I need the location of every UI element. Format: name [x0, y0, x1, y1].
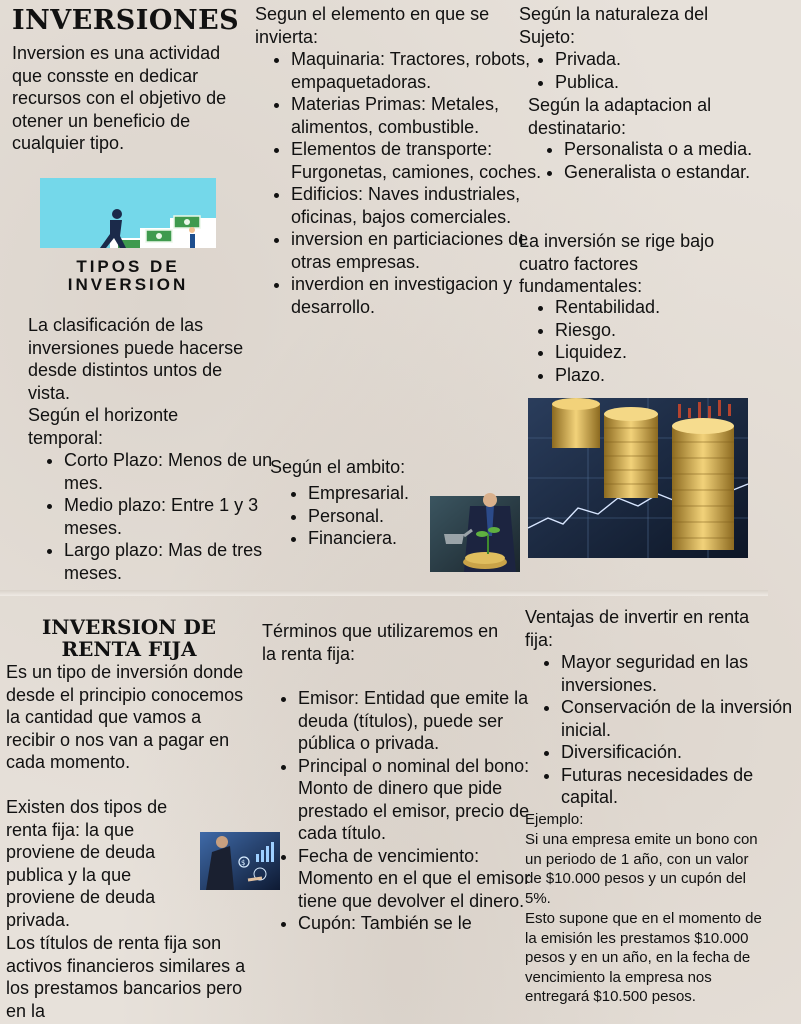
list-item: • Corto Plazo: Menos de un mes. — [64, 449, 294, 494]
ejemplo-heading: Ejemplo: — [525, 811, 584, 828]
list-item: • Generalista o estandar. — [564, 161, 774, 184]
list-item: • Medio plazo: Entre 1 y 3 meses. — [64, 494, 294, 539]
adaptacion-list — [528, 138, 774, 183]
list-item: • Privada. — [555, 48, 800, 71]
list-item: • Financiera. — [308, 527, 478, 550]
ejemplo-text-1: Si una empresa emite un bono con un periodo de 1 año, con un valor de $10.000 pesos y un cupón del 5%. — [525, 831, 758, 907]
page-title: INVERSIONES — [12, 5, 240, 36]
list-item: • Personal. — [308, 505, 478, 528]
list-item: • Empresarial. — [308, 482, 478, 505]
intro-text: Inversion es una actividad que consste en dedicar recursos con el objetivo de otener un beneficio de cualquier tipo. — [12, 43, 227, 153]
list-item: • Fecha de vencimiento: Momento en el que el emisor tiene que devolver el dinero. — [298, 845, 543, 913]
elemento-heading: Segun el elemento en que se invierta: — [255, 4, 490, 47]
list-item: • Materias Primas: Metales, alimentos, combustible. — [291, 93, 546, 138]
list-item: • Conservación de la inversión inicial. — [561, 696, 801, 741]
list-item: • Cupón: También se le — [298, 912, 543, 935]
adaptacion-heading: Según la adaptacion al destinatario: — [528, 95, 712, 138]
factores-heading: La inversión se rige bajo cuatro factores fundamentales: — [519, 231, 715, 296]
ventajas-heading: Ventajas de invertir en renta fija: — [525, 607, 750, 650]
list-item: • Largo plazo: Mas de tres meses. — [64, 539, 294, 584]
definicion-text: Es un tipo de inversión donde desde el principio conocemos la cantidad que vamos a recibir o nos van a pagar en cada momento. — [6, 662, 244, 772]
list-item: • inverdion en investigacion y desarrollo. — [291, 273, 546, 318]
naturaleza-heading: Según la naturaleza del Sujeto: — [519, 4, 709, 47]
terminos-list — [262, 687, 543, 935]
terminos-heading: Términos que utilizaremos en la renta fija: — [262, 621, 499, 664]
elemento-list — [255, 48, 546, 318]
naturaleza-list — [519, 48, 800, 93]
list-item: • Maquinaria: Tractores, robots, empaquetadoras. — [291, 48, 546, 93]
list-item: • inversion en particiaciones de otras empresas. — [291, 228, 546, 273]
tipos-renta-text: Existen dos tipos de renta fija: la que proviene de deuda publica y la que proviene de deuda privada. — [6, 797, 168, 930]
list-item: • Publica. — [555, 71, 800, 94]
list-item: • Edificios: Naves industriales, oficinas, bajos comerciales. — [291, 183, 546, 228]
list-item: • Rentabilidad. — [555, 296, 800, 319]
coins-chart-photo — [528, 398, 748, 558]
list-item: • Diversificación. — [561, 741, 801, 764]
ambito-heading: Según el ambito: — [270, 457, 406, 477]
list-item: • Liquidez. — [555, 341, 800, 364]
svg-text:$: $ — [241, 859, 246, 867]
list-item: • Emisor: Entidad que emite la deuda (títulos), puede ser pública o privada. — [298, 687, 543, 755]
list-item: • Plazo. — [555, 364, 800, 387]
renta-fija-panel — [0, 596, 793, 1024]
businessman-plant-coins-photo — [430, 496, 520, 572]
ejemplo-text-2: Esto supone que en el momento de la emisión les prestamos $10.000 pesos y en un año, en la fecha de vencimiento la empresa nos entregará $10.500 pesos. — [525, 910, 762, 1005]
list-item: • Personalista o a media. — [564, 138, 774, 161]
list-item: • Elementos de transporte: Furgonetas, camiones, coches. — [291, 138, 546, 183]
stairs-money-illustration — [40, 178, 216, 248]
list-item: • Mayor seguridad en las inversiones. — [561, 651, 801, 696]
tipos-title: TIPOS DE INVERSION — [67, 257, 189, 294]
titulos-text: Los títulos de renta fija son activos financieros similares a los prestamos bancarios pero en la — [6, 933, 246, 1021]
ventajas-list — [525, 651, 801, 809]
clasificacion-text: La clasificación de las inversiones puede hacerse desde distintos untos de vista. — [28, 315, 244, 403]
factores-list — [519, 296, 800, 386]
list-item: • Riesgo. — [555, 319, 800, 342]
renta-fija-title: INVERSION DE RENTA FIJA — [41, 615, 217, 661]
horizonte-list — [28, 449, 294, 584]
list-item: • Futuras necesidades de capital. — [561, 764, 801, 809]
horizonte-heading: Según el horizonte temporal: — [28, 405, 179, 448]
list-item: • Principal o nominal del bono: Monto de dinero que pide prestado el emisor, precio de cada título. — [298, 755, 543, 845]
